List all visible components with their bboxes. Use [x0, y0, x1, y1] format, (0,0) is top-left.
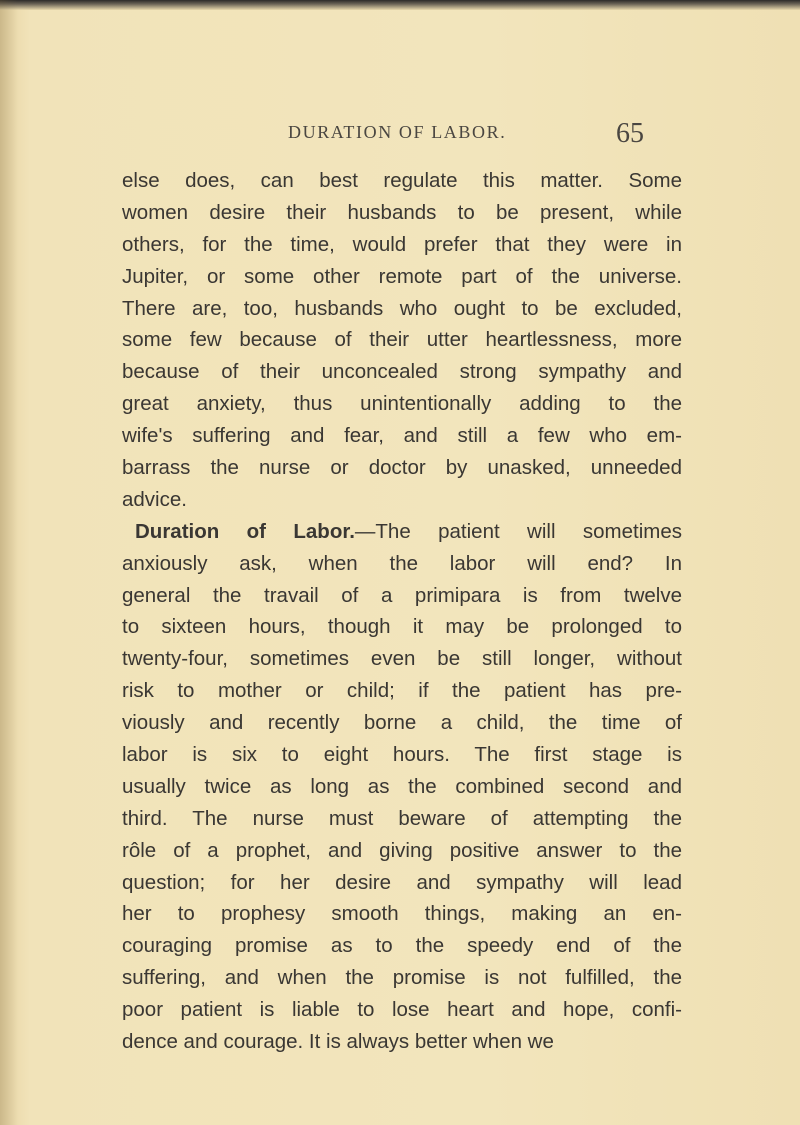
text-line: great anxiety, thus unintentionally adding to the — [122, 392, 682, 416]
text-line: dence and courage. It is always better when we — [122, 1030, 554, 1054]
text-line: barrass the nurse or doctor by unasked, unneeded — [122, 456, 682, 480]
text-line: else does, can best regulate this matter. Some — [122, 169, 682, 192]
body-text — [122, 165, 682, 1058]
text-line: twenty-four, sometimes even be still longer, without — [122, 647, 682, 671]
text-line: rôle of a prophet, and giving positive answer to the — [122, 838, 682, 862]
text-line: anxiously ask, when the labor will end? In — [122, 551, 682, 575]
page-number: 65 — [616, 118, 644, 149]
text-line: There are, too, husbands who ought to be excluded, — [122, 296, 682, 320]
text-line: wife's suffering and fear, and still a few who em- — [122, 424, 682, 448]
text-line: some few because of their utter heartlessness, more — [122, 328, 682, 352]
section-heading: Duration of Labor. — [135, 519, 355, 543]
text-line: others, for the time, would prefer that they were in — [122, 232, 682, 256]
section-first-line-text: —The patient will sometimes — [354, 519, 682, 543]
text-line: viously and recently borne a child, the time of — [122, 711, 682, 735]
text-line: question; for her desire and sympathy will lead — [122, 870, 682, 894]
text-line: third. The nurse must beware of attempting the — [122, 806, 682, 830]
text-line: Jupiter, or some other remote part of the universe. — [122, 264, 682, 288]
text-line: to sixteen hours, though it may be prolonged to — [122, 615, 682, 639]
text-line: couraging promise as to the speedy end of the — [122, 934, 682, 958]
text-line: poor patient is liable to lose heart and hope, confi- — [122, 998, 682, 1022]
text-line: general the travail of a primipara is from twelve — [122, 583, 682, 607]
text-line: labor is six to eight hours. The first stage is — [122, 743, 682, 767]
text-line: women desire their husbands to be present, while — [122, 200, 682, 224]
running-head — [0, 118, 800, 150]
binding-shadow — [0, 0, 18, 1125]
text-line: risk to mother or child; if the patient has pre- — [122, 679, 682, 703]
running-head-title: DURATION OF LABOR. — [288, 122, 507, 142]
text-line: usually twice as long as the combined second and — [122, 774, 682, 798]
text-line: suffering, and when the promise is not fulfilled, the — [122, 966, 682, 990]
section-first-line — [122, 516, 682, 548]
page-top-edge — [0, 0, 800, 10]
text-line: because of their unconcealed strong sympathy and — [122, 360, 682, 384]
text-line: her to prophesy smooth things, making an en- — [122, 902, 682, 926]
text-line: advice. — [122, 487, 187, 511]
